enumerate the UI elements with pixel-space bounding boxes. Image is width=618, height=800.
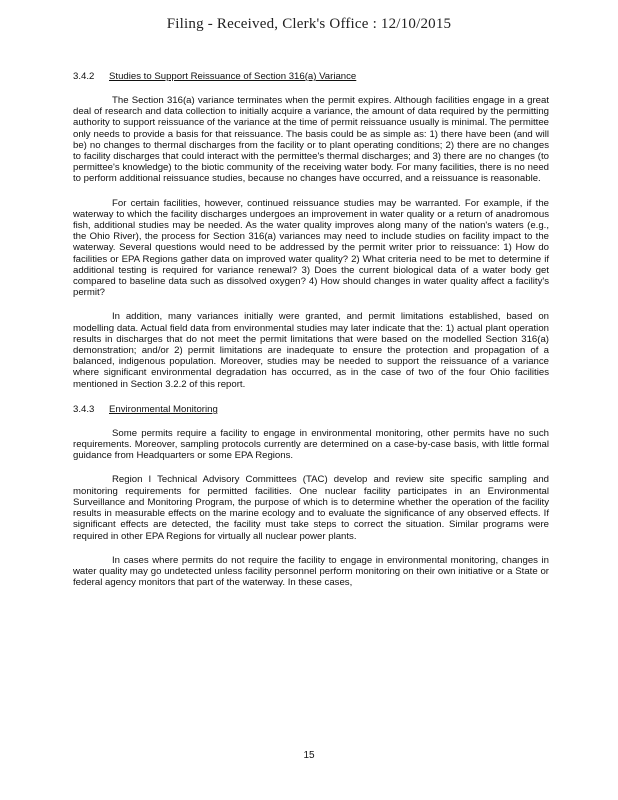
section-heading-3-4-3 — [73, 403, 549, 416]
section-number: 3.4.2 — [73, 71, 95, 82]
section-heading-3-4-2 — [73, 70, 549, 83]
document-body — [73, 70, 549, 601]
paragraph: Some permits require a facility to engage in environmental monitoring, other permits have no such requirements. Moreover, sampling protocols currently are determined on a case-by-case basis, with little formal guidance from Headquarters or some EPA Regions. — [73, 427, 549, 462]
section-title: Environmental Monitoring — [109, 403, 218, 415]
filing-stamp: Filing - Received, Clerk's Office : 12/10/2015 — [166, 16, 452, 32]
section-number: 3.4.3 — [73, 403, 95, 415]
paragraph: In cases where permits do not require the facility to engage in environmental monitoring, changes in water quality may go undetected unless facility personnel perform monitoring on their own initiative or a State or federal agency monitors that part of the waterway. In these cases, — [73, 554, 549, 589]
paragraph: For certain facilities, however, continued reissuance studies may be warranted. For example, if the waterway to which the facility discharges undergoes an improvement in water quality or a return of anadromous fish, additional studies may be needed. As the water quality improves along many of the nation's waters (e.g., the Ohio River), the process for Section 316(a) variances may need to include studies on facility impact to the waterway. Several questions would need to be addressed by the permit writer prior to reissuance: 1) How do facilities or EPA Regions gather data on improved water quality? 2) What criteria need to be met to determine if additional testing is required for variance renewal? 3) Does the current biological data of a water body get compared to baseline data such as dissolved oxygen? 4) How should changes in water quality affect a facility's permit? — [73, 197, 549, 299]
paragraph: The Section 316(a) variance terminates when the permit expires. Although facilities engage in a great deal of research and data collection to initially acquire a variance, the amount of data required by the permitting authority to support reissuance of the variance at the time of permit reissuance usually is minimal. The permittee only needs to provide a basis for that reissuance. The basis could be as simple as: 1) there have been (and will be) no changes to thermal discharges from the facility or to plant operating conditions; 2) there are no changes to facility discharges that could interact with the permittee's thermal discharges; and 3) there are no changes (to permittee's knowledge) to the biotic community of the receiving water body. For many facilities, there is no need to perform additional reissuance studies, because no changes have occurred, and a reissuance is reasonable. — [73, 95, 549, 185]
paragraph: Region I Technical Advisory Committees (TAC) develop and review site specific sampling and monitoring requirements for permitted facilities. One nuclear facility participates in an Environmental Surveillance and Monitoring Program, the purpose of which is to determine whether the operation of the facility results in measurable effects on the marine ecology and to evaluate the significance of any observed effects. If significant effects are detected, the facility must take steps to correct the situation. Similar programs were required in other EPA Regions for virtually all nuclear power plants. — [73, 474, 549, 542]
paragraph: In addition, many variances initially were granted, and permit limitations established, based on modelling data. Actual field data from environmental studies may later indicate that the: 1) actual plant operation results in discharges that do not meet the permit limitations that were based on the modelled Section 316(a) demonstration; and/or 2) permit limitations are inadequate to ensure the protection and propagation of a balanced, indigenous population. Moreover, studies may be needed to support the reissuance of a variance where significant environmental degradation has occurred, as in the case of two of the four Ohio facilities mentioned in Section 3.2.2 of this report. — [73, 311, 549, 390]
section-title: Studies to Support Reissuance of Section 316(a) Variance — [109, 71, 357, 82]
page-number: 15 — [303, 750, 315, 761]
